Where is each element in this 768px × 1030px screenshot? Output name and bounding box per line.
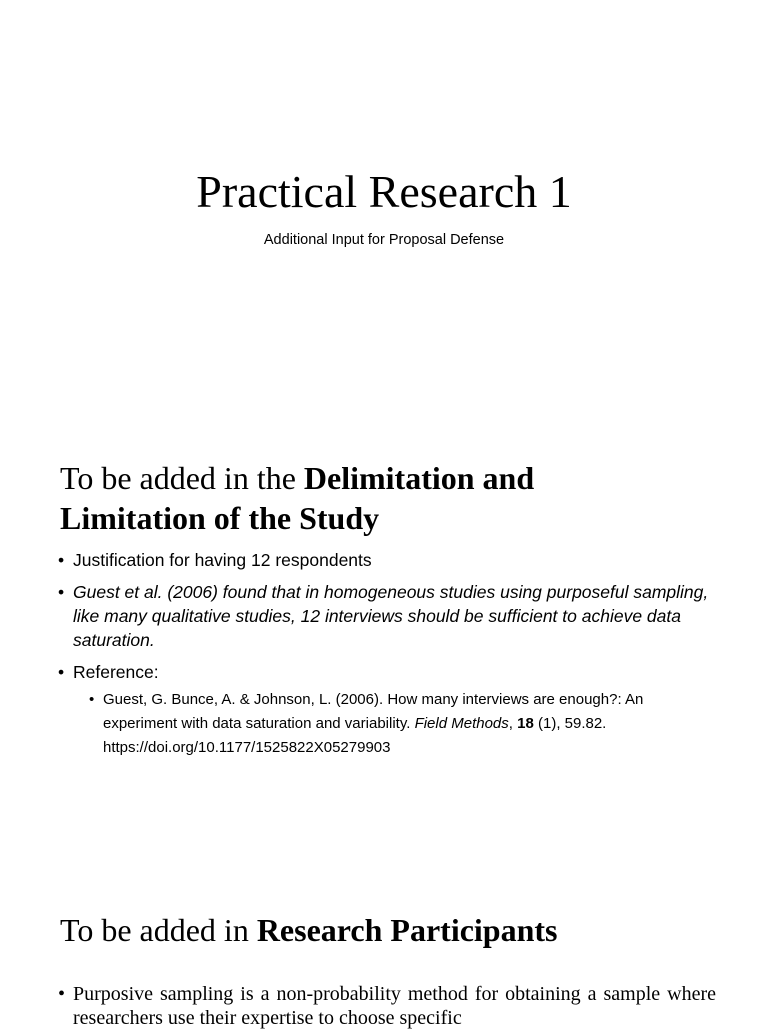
citation-comma: , (508, 715, 518, 732)
bullet-list (56, 548, 716, 768)
reference-citation (87, 688, 716, 760)
bullet-justification: • Justification for having 12 respondents (56, 548, 716, 572)
presentation-title: Practical Research 1 (196, 166, 572, 217)
heading-prefix: To be added in the (60, 460, 304, 496)
bullet-guest-finding-text: Guest et al. (2006) found that in homogeneous studies using purposeful sampling, like many qualitative studies, 12 interviews should be sufficient to achieve data saturation. (73, 582, 709, 650)
participants-slide (0, 816, 768, 1029)
bullet-guest-finding (56, 580, 716, 652)
title-slide (0, 0, 768, 384)
presentation-subtitle: Additional Input for Proposal Defense (263, 232, 505, 248)
heading-prefix: To be added in (60, 912, 257, 948)
citation-tail: (1), 59.82. https://doi.org/10.1177/1525822X05279903 (103, 715, 607, 756)
reference-list (73, 688, 716, 760)
heading-bold: Research Participants (256, 912, 558, 948)
bullet-reference-label: Reference: (73, 662, 159, 682)
bullet-list (56, 982, 716, 1030)
heading-bold-line1: Delimitation and (303, 460, 535, 496)
citation-volume: 18 (517, 715, 534, 732)
delimitation-slide (0, 384, 768, 816)
bullet-reference (56, 660, 716, 760)
slide-heading (60, 910, 720, 950)
bullet-purposive-sampling: • Purposive sampling is a non-probability method for obtaining a sample where researchers use their expertise to choose specific (56, 982, 716, 1030)
citation-lead: Guest, G. Bunce, A. & Johnson, L. (2006). How many interviews are enough?: An experiment with data saturation and variability. (103, 691, 644, 732)
heading-bold-line2: Limitation of the Study (60, 500, 380, 536)
citation-journal: Field Methods (414, 715, 509, 732)
slide-heading (60, 458, 720, 538)
